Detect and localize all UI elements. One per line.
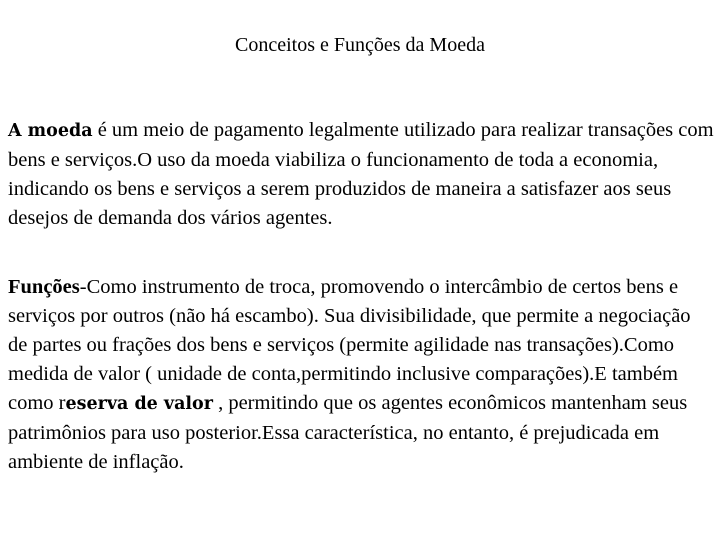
paragraph-definition — [8, 116, 714, 233]
definition-text: é um meio de pagamento legalmente utilizado para realizar transações com bens e serviços.O uso da moeda viabiliza o funcionamento de toda a economia, indicando os bens e serviços a serem produzidos de maneira a satisfazer aos seus desejos de demanda dos vários agentes. — [8, 119, 714, 229]
term-reserva-de-valor: eserva de valor — [65, 394, 213, 414]
term-funcoes: Funções — [8, 276, 80, 298]
functions-text-before: -Como instrumento de troca, promovendo o intercâmbio de certos bens e serviços por outros (não há escambo). Sua divisibilidade, que permite a negociação de partes ou frações dos bens e serviços (permite agilidade nas transações).Como medida de valor ( unidade de conta,permitindo inclusive comparações).E também como r — [8, 276, 691, 414]
functions-text-after: , permitindo que os agentes econômicos mantenham seus patrimônios para uso posterior.Essa característica, no entanto, é prejudicada em ambiente de inflação. — [8, 392, 688, 473]
term-a-moeda: A moeda — [8, 121, 93, 141]
page-title: Conceitos e Funções da Moeda — [235, 34, 485, 56]
paragraph-functions — [8, 273, 714, 477]
